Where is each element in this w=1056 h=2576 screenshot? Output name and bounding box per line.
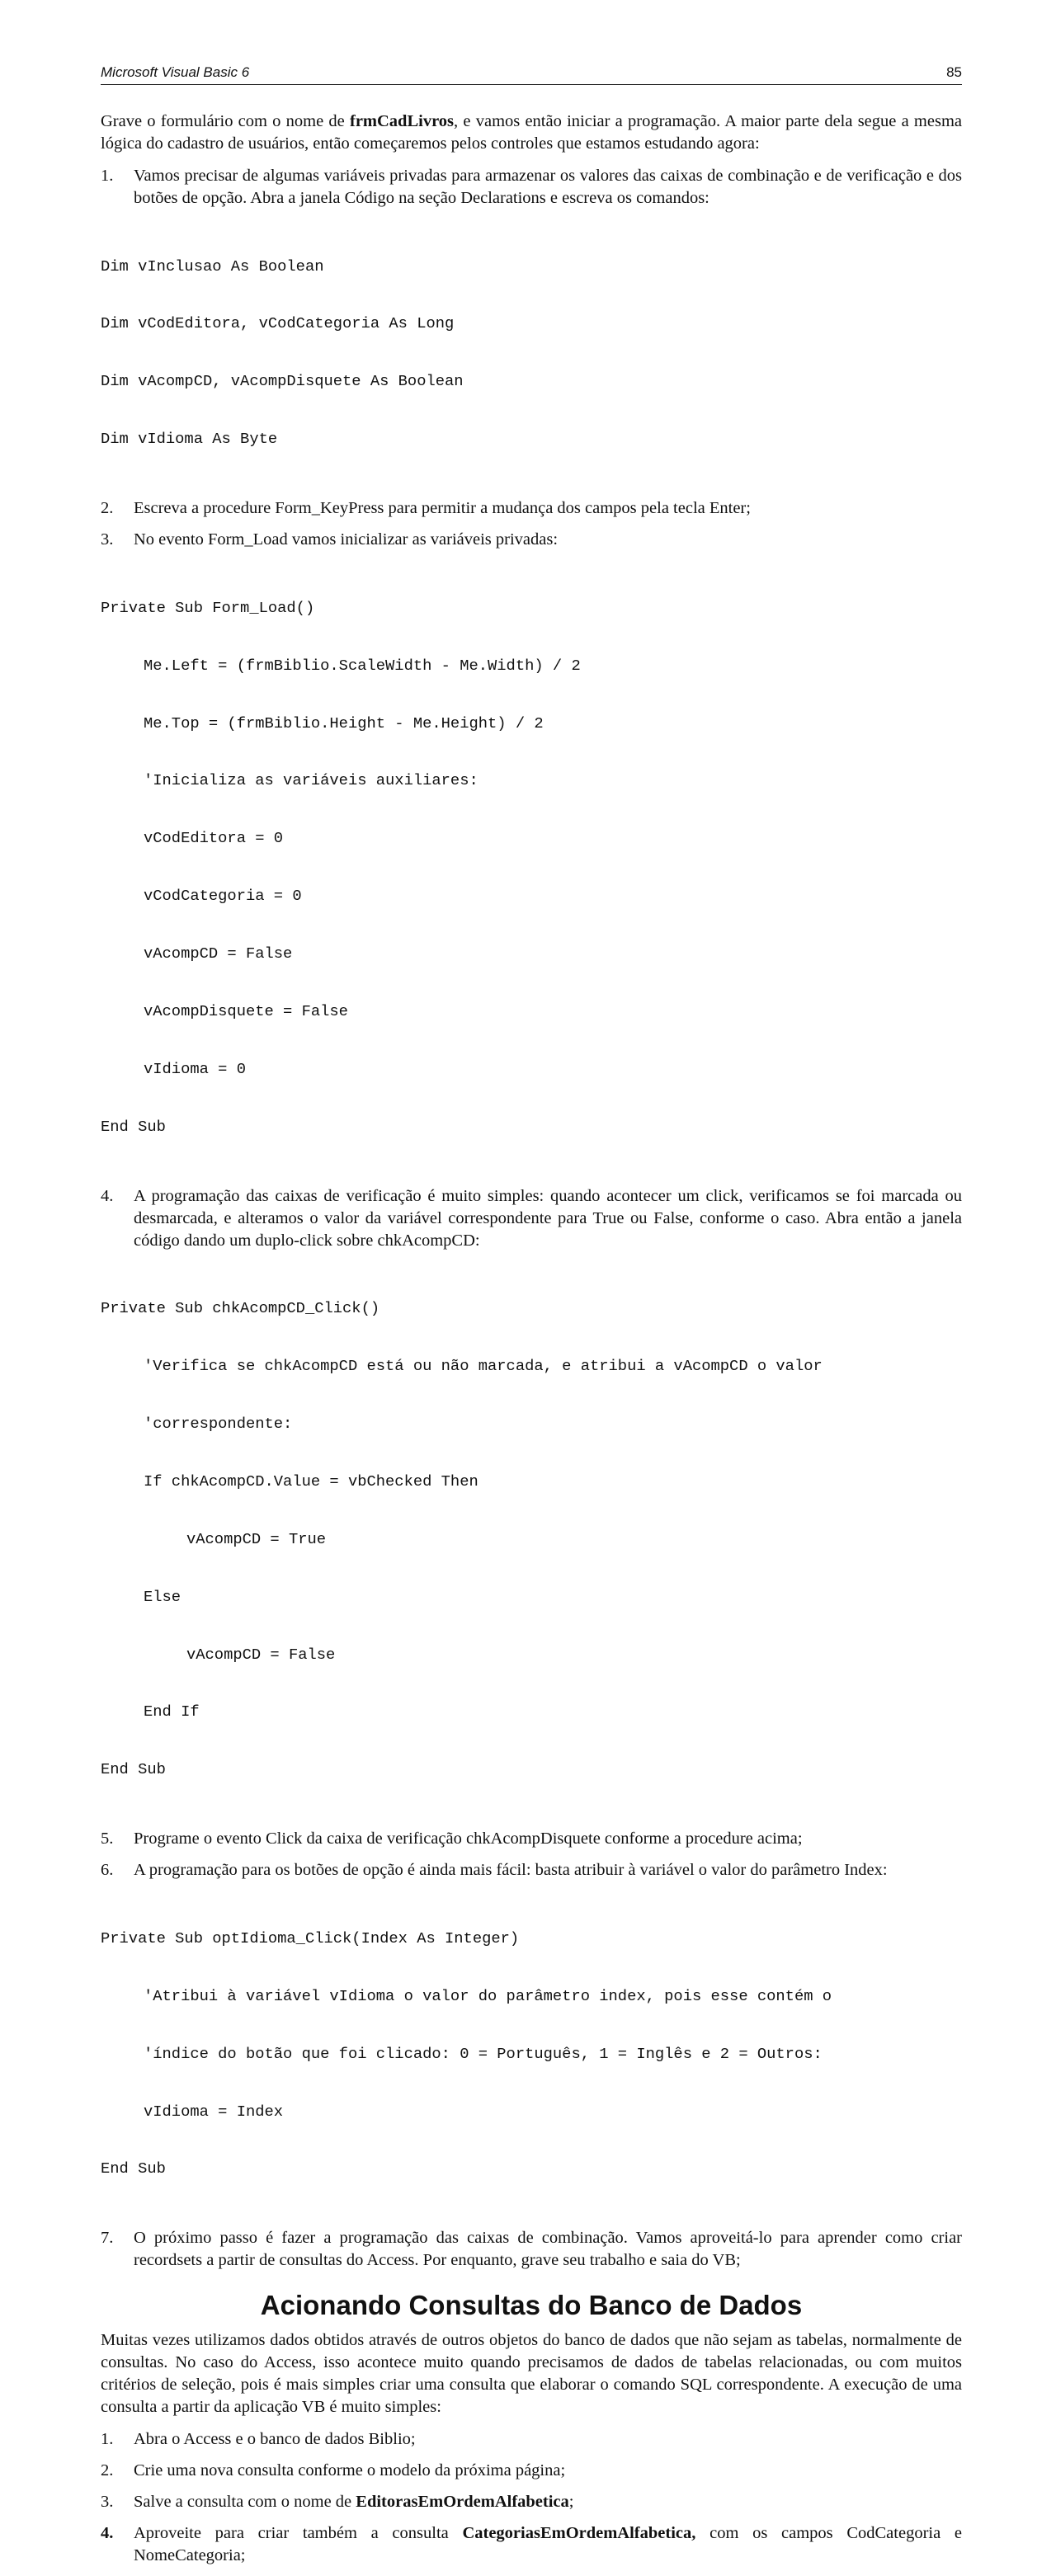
code-line: 'índice do botão que foi clicado: 0 = Português, 1 = Inglês e 2 = Outros: [144, 2044, 823, 2063]
code-line: 'Atribui à variável vIdioma o valor do parâmetro index, pois esse contém o [144, 1986, 832, 2005]
code-block-opt-click [101, 1891, 962, 2217]
code-line: Dim vIdioma As Byte [101, 430, 278, 449]
intro-text-end: , e vamos então iniciar a programação. A maior parte dela segue a mesma lógica do cadastro de usuários, então começaremos pelos controles que estamos estudando agora: [101, 112, 962, 153]
code-line: Dim vCodEditora, vCodCategoria As Long [101, 314, 455, 333]
code-line: Else [144, 1587, 182, 1606]
code-line: vCodCategoria = 0 [144, 887, 302, 906]
step-number: 4. [101, 1186, 114, 1205]
step-text: Vamos precisar de algumas variáveis privadas para armazenar os valores das caixas de combinação e de verificação e dos botões de opção. Abra a janela Código na seção Declarations e escreva os comandos: [134, 167, 962, 207]
step-text: A programação das caixas de verificação é muito simples: quando acontecer um click, verificamos se foi marcada ou desmarcada, e alteramos o valor da variável correspondente para True ou False, conforme o caso. Abra então a janela código dando um duplo-click sobre chkAcompCD: [134, 1186, 962, 1250]
step-text: A programação para os botões de opção é ainda mais fácil: basta atribuir à variável o valor do parâmetro Index: [134, 1861, 888, 1880]
step-number: 3. [101, 530, 114, 549]
step-number: 5. [101, 1830, 114, 1848]
code-line: vIdioma = Index [144, 2102, 284, 2121]
step-text: Programe o evento Click da caixa de verificação chkAcompDisquete conforme a procedure acima; [134, 1830, 803, 1848]
code-block-chk-click [101, 1261, 962, 1819]
step-3 [101, 529, 962, 551]
step-2 [101, 497, 962, 520]
step-text: Abra o Access e o banco de dados Biblio; [134, 2430, 416, 2449]
code-line: End Sub [101, 1117, 166, 1136]
code-block-declarations [101, 219, 962, 487]
section-heading: Acionando Consultas do Banco de Dados [260, 2290, 803, 2321]
step-number: 3. [101, 2493, 114, 2512]
step-6 [101, 1859, 962, 1881]
code-line: 'Verifica se chkAcompCD está ou não marcada, e atribui a vAcompCD o valor [144, 1357, 823, 1376]
step-number: 1. [101, 2430, 114, 2449]
code-line: Me.Top = (frmBiblio.Height - Me.Height) / 2 [144, 713, 544, 732]
step-text: Salve a consulta com o nome de [134, 2493, 356, 2512]
code-line: Private Sub Form_Load() [101, 598, 315, 617]
code-line: vAcompCD = False [186, 1645, 336, 1664]
page-content [101, 111, 962, 2576]
code-block-form-load [101, 560, 962, 1175]
step-number: 4. [101, 2524, 114, 2543]
code-line: If chkAcompCD.Value = vbChecked Then [144, 1472, 478, 1491]
section-step-2 [101, 2460, 962, 2482]
step-number: 7. [101, 2229, 114, 2248]
step-7 [101, 2227, 962, 2272]
code-line: Me.Left = (frmBiblio.ScaleWidth - Me.Width) / 2 [144, 656, 581, 675]
step-1 [101, 165, 962, 210]
code-line: End If [144, 1702, 200, 1721]
step-number: 6. [101, 1861, 114, 1880]
header-title: Microsoft Visual Basic 6 [101, 64, 250, 80]
code-line: vAcompCD = False [144, 944, 293, 963]
step-4 [101, 1185, 962, 1252]
query-name: CategoriasEmOrdemAlfabetica, [462, 2524, 696, 2543]
step-text: Crie uma nova consulta conforme o modelo da próxima página; [134, 2461, 566, 2480]
intro-form-name: frmCadLivros [350, 112, 455, 130]
code-line: vCodEditora = 0 [144, 829, 284, 848]
code-line: Dim vAcompCD, vAcompDisquete As Boolean [101, 372, 464, 391]
intro-text: Grave o formulário com o nome de [101, 112, 350, 130]
step-text-end: ; [568, 2493, 574, 2512]
section-step-3 [101, 2491, 962, 2513]
code-line: vAcompCD = True [186, 1529, 327, 1548]
step-number: 2. [101, 499, 114, 518]
code-line: Private Sub chkAcompCD_Click() [101, 1299, 380, 1318]
step-text: O próximo passo é fazer a programação das caixas de combinação. Vamos aproveitá-lo para aprender como criar recordsets a partir de consultas do Access. Por enquanto, grave seu trabalho e saia do VB; [134, 2229, 962, 2270]
step-text: Aproveite para criar também a consulta [134, 2524, 463, 2543]
query-name: EditorasEmOrdemAlfabetica [356, 2493, 569, 2512]
step-number: 1. [101, 167, 114, 185]
section-paragraph: Muitas vezes utilizamos dados obtidos através de outros objetos do banco de dados que não sejam as tabelas, normalmente de consultas. No caso do Access, isso acontece muito quando precisamos de dados de tabelas relacionadas, ou com muitos critérios de seleção, pois é mais simples criar uma consulta que elaborar o comando SQL correspondente. A execução de uma consulta a partir da aplicação VB é muito simples: [101, 2331, 962, 2417]
step-5 [101, 1828, 962, 1850]
code-line: Private Sub optIdioma_Click(Index As Integer) [101, 1928, 520, 1947]
code-line: Dim vInclusao As Boolean [101, 257, 324, 275]
step-text: No evento Form_Load vamos inicializar as variáveis privadas: [134, 530, 559, 549]
code-line: End Sub [101, 2159, 166, 2178]
step-number: 2. [101, 2461, 114, 2480]
section-step-1 [101, 2428, 962, 2451]
step-text: Escreva a procedure Form_KeyPress para permitir a mudança dos campos pela tecla Enter; [134, 499, 751, 518]
code-line: 'correspondente: [144, 1415, 293, 1434]
page-number: 85 [946, 64, 962, 80]
step-text-end: com os campos CodCategoria e NomeCategoria; [134, 2524, 962, 2565]
code-line: vAcompDisquete = False [144, 1001, 348, 1020]
section-step-4 [101, 2522, 962, 2567]
running-header [101, 64, 962, 85]
intro-paragraph [101, 111, 962, 155]
code-line: vIdioma = 0 [144, 1059, 246, 1078]
code-line: End Sub [101, 1760, 166, 1779]
code-line: 'Inicializa as variáveis auxiliares: [144, 771, 478, 790]
